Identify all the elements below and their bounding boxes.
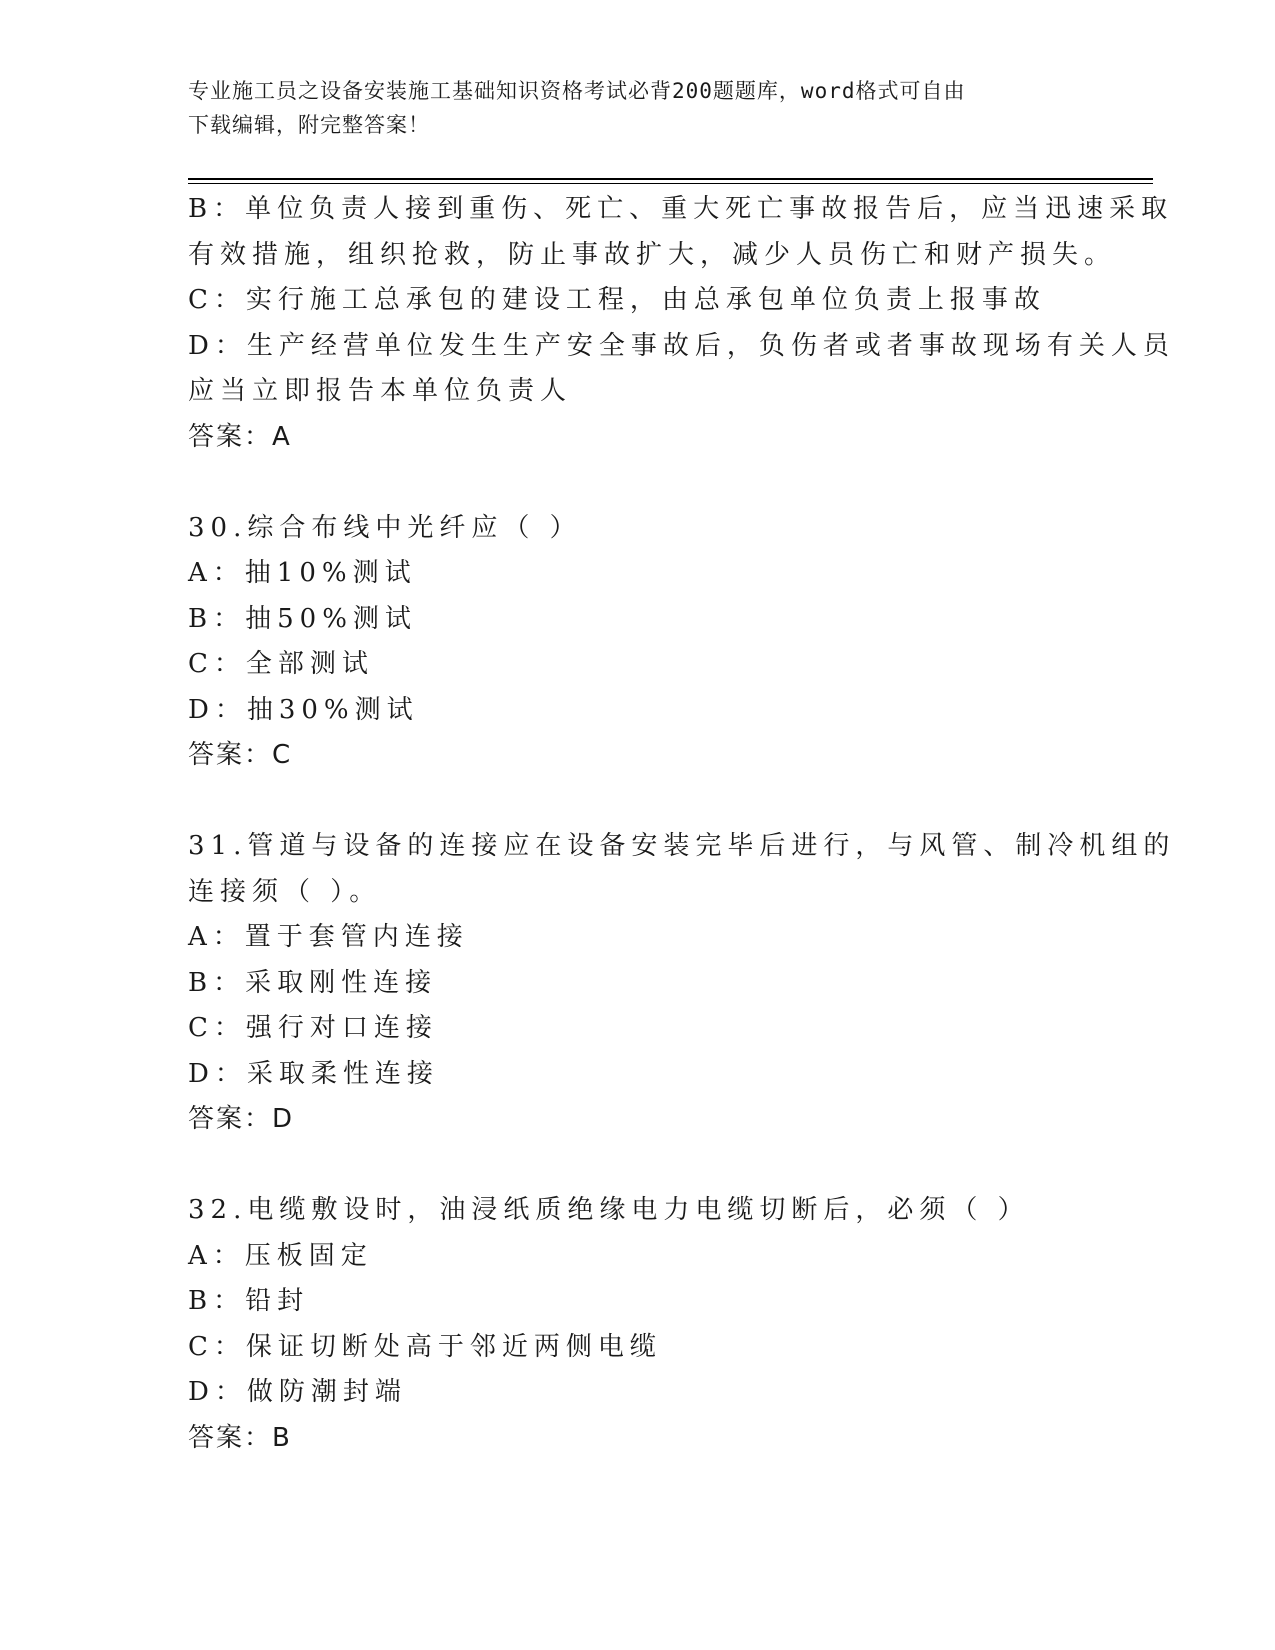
- option-c: C：保证切断处高于邻近两侧电缆: [188, 1331, 662, 1362]
- option-c: C：实行施工总承包的建设工程，由总承包单位负责上报事故: [188, 285, 1046, 315]
- option-d: D：做防潮封端: [188, 1377, 407, 1407]
- header-title-line-1: 专业施工员之设备安装施工基础知识资格考试必背200题题库，word格式可自由: [188, 79, 966, 103]
- document-header: [188, 74, 1078, 142]
- spacer: [188, 460, 1088, 506]
- option-d: D：抽30%测试: [188, 694, 419, 725]
- option-b-line-2: 有效措施，组织抢救，防止事故扩大，减少人员伤亡和财产损失。: [188, 239, 1117, 270]
- option-d-line-2: 应当立即报告本单位负责人: [188, 376, 573, 406]
- header-rule-thick: [188, 178, 1153, 180]
- answer-line: 答案：D: [188, 1104, 295, 1134]
- option-a: A：置于套管内连接: [188, 922, 469, 952]
- question-text-line-2: 连接须（ ）。: [188, 876, 382, 907]
- spacer: [188, 779, 1088, 825]
- answer-line: 答案：C: [188, 740, 293, 770]
- answer-line: 答案：A: [188, 421, 292, 452]
- option-b: B：采取刚性连接: [188, 967, 438, 998]
- question-30: [188, 506, 1088, 779]
- option-b: B：抽50%测试: [188, 603, 417, 634]
- option-c: C：强行对口连接: [188, 1013, 438, 1043]
- option-c: C：全部测试: [188, 649, 374, 679]
- question-29-continued: [188, 187, 1175, 460]
- option-b-line-1: B：单位负责人接到重伤、死亡、重大死亡事故报告后，应当迅速采取: [188, 194, 1174, 224]
- question-text: 32.电缆敷设时，油浸纸质绝缘电力电缆切断后，必须（ ）: [188, 1195, 1030, 1225]
- question-text: 30.综合布线中光纤应（ ）: [188, 512, 582, 543]
- option-b: B：铅封: [188, 1286, 310, 1316]
- header-rule-thin: [188, 183, 1153, 184]
- option-a: A：压板固定: [188, 1240, 373, 1271]
- option-a: A：抽10%测试: [188, 558, 417, 588]
- question-list: [188, 187, 1176, 1461]
- spacer: [188, 1143, 1088, 1189]
- question-32: [188, 1188, 1088, 1461]
- question-31: [188, 824, 1176, 1143]
- question-text-line-1: 31.管道与设备的连接应在设备安装完毕后进行，与风管、制冷机组的: [188, 831, 1176, 861]
- option-d-line-1: D：生产经营单位发生生产安全事故后，负伤者或者事故现场有关人员: [188, 330, 1175, 361]
- option-d: D：采取柔性连接: [188, 1058, 439, 1089]
- answer-line: 答案：B: [188, 1422, 292, 1453]
- header-title-line-2: 下载编辑，附完整答案！: [188, 113, 430, 137]
